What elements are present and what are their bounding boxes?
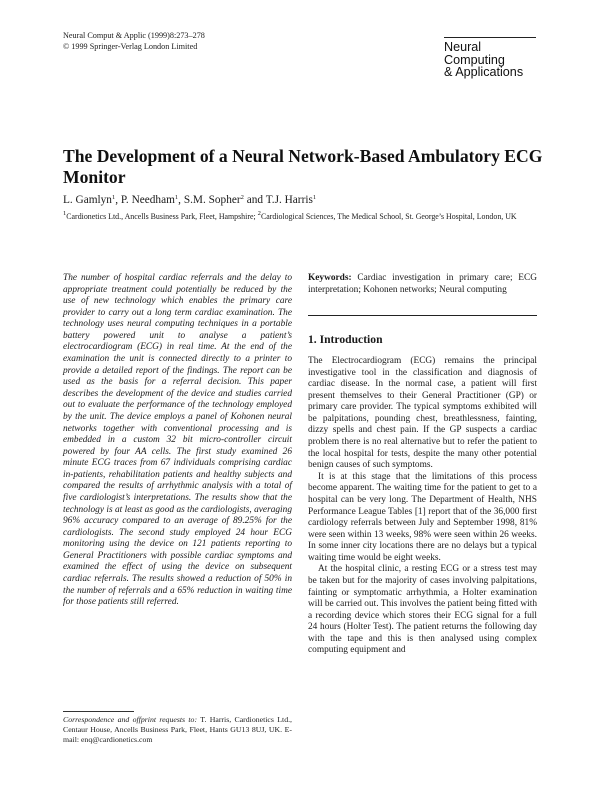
- author-2: P. Needham: [120, 194, 175, 206]
- logo-line-3: & Applications: [444, 65, 524, 80]
- affil-1: Cardionetics Ltd., Ancells Business Park, Fleet, Hampshire;: [66, 212, 256, 221]
- author-list: L. Gamlyn$^1$, P. Needham$^1$, S.M. Sopher$^2$ and T.J. Harris$^1$: [63, 194, 317, 206]
- author-3: S.M. Sopher: [183, 194, 241, 206]
- paragraph-2: It is at this stage that the limitations of this process become apparent. The waiting time for the patient to get to a hospital can be very long. The Department of Health, NHS Performance League Tables [1] report that of the 36,000 first cardiology referrals between July and September 1998, 81% were seen within 13 weeks, 98% were seen within 26 weeks. In some inner city locations there are no delays but a typical waiting time would be eight weeks.: [308, 471, 537, 563]
- keywords-label: Keywords:: [308, 273, 352, 283]
- author-4: T.J. Harris: [265, 194, 313, 206]
- author-3-affil-mark: 2: [240, 194, 244, 201]
- journal-citation: Neural Comput & Applic (1999)8:273–278: [63, 31, 205, 40]
- affil-2-mark: 2: [257, 210, 261, 217]
- journal-header: [63, 31, 205, 52]
- affil-2: Cardiological Sciences, The Medical School, St. George’s Hospital, London, UK: [260, 212, 517, 221]
- keywords-text: Cardiac investigation in primary care; ECG interpretation; Kohonen networks; Neural computing: [308, 273, 537, 295]
- correspondence-footnote: [63, 715, 292, 745]
- affil-1-mark: 1: [63, 210, 67, 217]
- abstract: The number of hospital cardiac referrals and the delay to appropriate treatment could potentially be reduced by the use of new technology which enables the primary care provider to carry out a long term cardiac examination. The technology uses neural computing techniques in a portable battery powered unit to analyse a patient’s electrocardiogram (ECG) in real time. At the end of the examination the unit is connected directly to a printer to provide a detailed report of the findings. The report can be used as the basis for a referral decision. This paper describes the development of the device and studies carried out to evaluate the performance of the technology employed by the unit. The device employs a panel of Kohonen neural networks together with conventional processing and is embedded in a custom 32 bit micro-controller circuit powered by four AA cells. The first study examined 26 minute ECG traces from 67 individuals comprising cardiac in-patients, rehabilitation patients and healthy subjects and compared the results of arrhythmic analysis with a total of five cardiologist’s interpretations. The results show that the technology is at least as good as the cardiologists, averaging 96% accuracy compared to an average of 89.25% for the cardiologists. The second study employed 24 hour ECG monitoring using the device on 121 patients reporting to General Practitioners with possible cardiac symptoms and examined the effect of using the device on subsequent cardiac referrals. The results showed a reduction of 50% in the number of referrals and a 65% reduction in waiting time for those patients still referred.: [63, 273, 292, 608]
- author-2-affil-mark: 1: [174, 194, 179, 201]
- author-conjunction: and: [246, 194, 264, 206]
- logo-line-2: Computing: [444, 52, 505, 67]
- paper-title: The Development of a Neural Network-Based Ambulatory ECG Monitor: [63, 146, 543, 187]
- logo-line-1: Neural: [444, 40, 482, 54]
- keywords-rule: [308, 315, 537, 316]
- author-1-affil-mark: 1: [111, 194, 116, 201]
- logo-rule: [444, 37, 536, 38]
- author-1: L. Gamlyn: [63, 194, 112, 206]
- paragraph-3: At the hospital clinic, a resting ECG or a stress test may be taken but for the majority of cases involving palpitations, fainting or symptomatic arrhythmia, a Holter examination will be carried out. This involves the patient being fitted with a recording device which stores their ECG signal for a full 24 hours (Holter Test). The patient returns the following day with the tape and this is then analysed using complex computing equipment and: [308, 564, 537, 656]
- paragraph-1: The Electrocardiogram (ECG) remains the principal investigative tool in the classification and diagnosis of cardiac disease. In the normal case, a patient will first present themselves to their General Practitioner (GP) or primary care provider. The typical symptoms exhibited will be palpitations, pounding chest, breathlessness, fainting, dizzy spells and chest pain. If the GP suspects a cardiac problem there is no real alternative but to refer the patient to the local hospital for tests, despite the many other potential benign causes of such symptoms.: [308, 356, 537, 471]
- journal-logo: [444, 37, 536, 79]
- introduction-body: [308, 356, 537, 657]
- affiliations: [63, 211, 541, 222]
- footnote-text: T. Harris, Cardionetics Ltd., Centaur House, Ancells Business Park, Fleet, Hants GU13 8UJ, UK. E-mail: enq@cardionetics.com: [63, 715, 292, 744]
- journal-copyright: © 1999 Springer-Verlag London Limited: [63, 41, 198, 51]
- section-heading: 1. Introduction: [308, 333, 383, 346]
- keywords: [308, 273, 537, 296]
- footnote-label: Correspondence and offprint requests to:: [63, 715, 198, 724]
- author-4-affil-mark: 1: [312, 194, 317, 201]
- footnote-rule: [63, 711, 134, 712]
